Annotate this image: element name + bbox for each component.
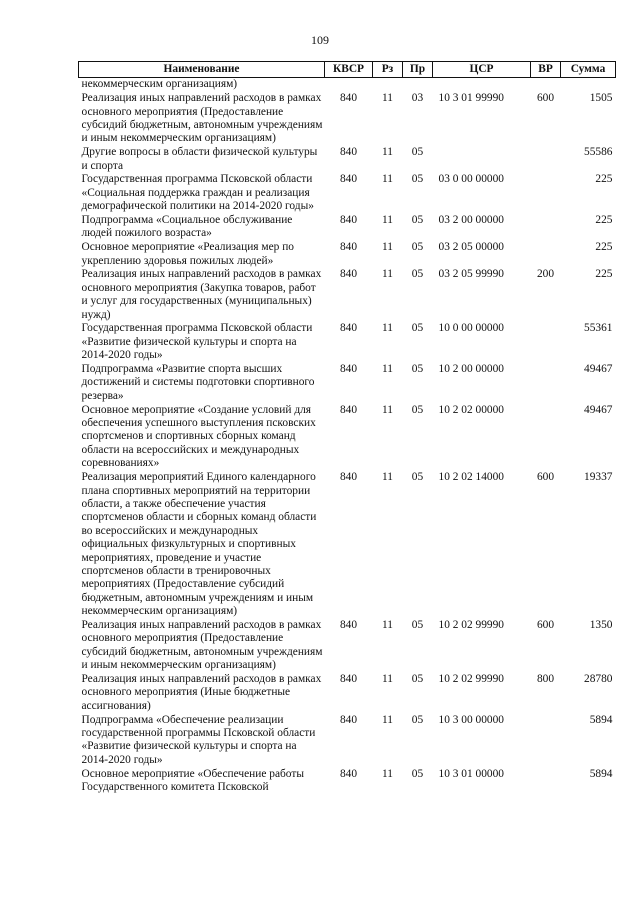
table-row (79, 714, 616, 768)
row-kvsr: 840 (339, 403, 358, 416)
row-csr: 03 2 00 00000 (438, 214, 504, 227)
row-name: Подпрограмма «Социальное обслуживание людей пожилого возраста» (81, 214, 293, 240)
row-vr: 200 (536, 268, 555, 281)
row-kvsr: 840 (339, 146, 358, 159)
header-pr: Пр (403, 62, 433, 78)
table-row (79, 673, 616, 714)
row-csr: 03 2 05 00000 (438, 241, 504, 254)
row-kvsr: 840 (339, 214, 358, 227)
row-sum: 1505 (589, 92, 613, 105)
table-row (79, 146, 616, 173)
row-vr (531, 214, 561, 241)
row-name: Подпрограмма «Развитие спорта высших достижений и системы подготовки спортивного резерва» (81, 363, 315, 402)
row-vr (531, 363, 561, 404)
row-name: Подпрограмма «Обеспечение реализации государственной программы Псковской области «Развитие физической культуры и спорта на 2014-2020 годы» (81, 713, 316, 766)
row-pr: 05 (411, 713, 424, 726)
row-name: Реализация иных направлений расходов в рамках основного мероприятия (Закупка товаров, работ и услуг для государственных (муниципальных) нужд) (81, 268, 322, 321)
row-rz: 11 (382, 268, 393, 281)
row-name: Основное мероприятие «Реализация мер по укреплению здоровья пожилых людей» (81, 241, 294, 267)
row-kvsr: 840 (339, 92, 358, 105)
row-name: Другие вопросы в области физической культуры и спорта (81, 146, 318, 172)
row-sum: 1350 (589, 618, 613, 631)
row-name: Реализация мероприятий Единого календарного плана спортивных мероприятий на территории области, а также обеспечение участия спортсменов области и сборных команд области во всероссийских и международных официальных физкультурных и спортивных мероприятиях, проведение и участие спортсменов области в тренировочных мероприятиях (Предоставление субсидий бюджетным, автономным учреждениям и иным некоммерческим организациям) (81, 471, 317, 618)
row-name: Основное мероприятие «Обеспечение работы Государственного комитета Псковской (81, 767, 304, 793)
table-row (79, 471, 616, 619)
row-pr: 05 (411, 618, 424, 631)
table-row (79, 268, 616, 322)
row-name: Реализация иных направлений расходов в рамках основного мероприятия (Предоставление субсидий бюджетным, автономным учреждениям и иным некоммерческим организациям) (81, 618, 323, 672)
row-pr: 05 (411, 767, 424, 780)
row-rz: 11 (382, 713, 393, 726)
row-rz: 11 (382, 92, 393, 105)
header-csr: ЦСР (433, 62, 531, 78)
row-sum: 5894 (589, 767, 613, 780)
row-csr: 10 3 01 00000 (438, 767, 504, 780)
row-vr: 800 (536, 672, 555, 685)
page-number: 109 (311, 33, 329, 47)
row-pr: 05 (411, 241, 424, 254)
row-kvsr: 840 (339, 241, 358, 254)
row-csr: 03 0 00 00000 (438, 173, 504, 186)
row-sum: 49467 (584, 403, 613, 416)
row-rz: 11 (382, 241, 393, 254)
row-sum (561, 78, 616, 92)
row-kvsr (325, 78, 373, 92)
row-name: Основное мероприятие «Создание условий для обеспечения успешного выступления псковских спортсменов и спортивных сборных команд области на всероссийских и международных соревнованиях» (81, 403, 316, 470)
row-rz: 11 (382, 146, 393, 159)
row-csr: 10 2 02 00000 (438, 403, 504, 416)
row-rz: 11 (382, 322, 393, 335)
row-rz: 11 (382, 214, 393, 227)
row-pr: 05 (411, 471, 424, 484)
row-kvsr: 840 (339, 713, 358, 726)
table-row (79, 92, 616, 146)
row-kvsr: 840 (339, 363, 358, 376)
row-pr: 05 (411, 173, 424, 186)
row-vr (531, 714, 561, 768)
row-kvsr: 840 (339, 767, 358, 780)
table-row (79, 768, 616, 795)
table-row (79, 214, 616, 241)
row-csr (433, 78, 531, 92)
row-kvsr: 840 (339, 322, 358, 335)
row-sum: 49467 (584, 363, 613, 376)
row-sum: 225 (595, 241, 613, 254)
row-rz: 11 (382, 672, 393, 685)
row-pr (403, 78, 433, 92)
row-pr: 05 (411, 146, 424, 159)
row-kvsr: 840 (339, 173, 358, 186)
row-vr (531, 241, 561, 268)
row-rz (373, 78, 403, 92)
row-name: Государственная программа Псковской области «Развитие физической культуры и спорта на 2014-2020 годы» (81, 322, 313, 362)
row-rz: 11 (382, 363, 393, 376)
row-vr (531, 404, 561, 471)
row-pr: 05 (411, 672, 424, 685)
row-sum: 225 (595, 214, 613, 227)
row-kvsr: 840 (339, 618, 358, 631)
row-rz: 11 (382, 403, 393, 416)
row-csr: 10 2 02 99990 (438, 618, 504, 631)
row-vr (531, 322, 561, 363)
row-vr (531, 768, 561, 795)
row-csr: 10 2 00 00000 (438, 363, 504, 376)
row-pr: 05 (411, 322, 424, 335)
row-sum: 55586 (584, 146, 613, 159)
header-kvsr: КВСР (325, 62, 373, 78)
header-vr: ВР (531, 62, 561, 78)
row-vr (531, 173, 561, 214)
table-row (79, 173, 616, 214)
header-rz: Рз (373, 62, 403, 78)
row-sum: 225 (595, 268, 613, 281)
row-rz: 11 (382, 471, 393, 484)
row-sum: 19337 (584, 471, 613, 484)
header-sum: Сумма (561, 62, 616, 78)
row-sum: 28780 (584, 672, 613, 685)
row-name: Реализация иных направлений расходов в рамках основного мероприятия (Иные бюджетные ассигнования) (81, 672, 322, 712)
table-row (79, 363, 616, 404)
row-kvsr: 840 (339, 471, 358, 484)
row-vr (531, 146, 561, 173)
row-name: Государственная программа Псковской области «Социальная поддержка граждан и реализация демографической политики на 2014-2020 годы» (81, 173, 314, 213)
row-csr: 10 3 00 00000 (438, 713, 504, 726)
header-name: Наименование (79, 62, 325, 78)
row-vr: 600 (536, 92, 555, 105)
row-kvsr: 840 (339, 268, 358, 281)
row-pr: 05 (411, 268, 424, 281)
row-csr: 03 2 05 99990 (438, 268, 504, 281)
row-pr: 03 (411, 92, 424, 105)
row-csr: 10 3 01 99990 (438, 92, 504, 105)
table-row (79, 241, 616, 268)
row-kvsr: 840 (339, 672, 358, 685)
table-header-row (79, 62, 616, 78)
row-csr: 10 0 00 00000 (438, 322, 504, 335)
row-sum: 5894 (589, 713, 613, 726)
row-csr (433, 146, 531, 173)
budget-table (78, 61, 616, 795)
row-vr: 600 (536, 618, 555, 631)
row-pr: 05 (411, 403, 424, 416)
table-row (79, 404, 616, 471)
row-sum: 55361 (584, 322, 613, 335)
row-csr: 10 2 02 99990 (438, 672, 504, 685)
table-row (79, 78, 616, 92)
table-row (79, 322, 616, 363)
row-name: Реализация иных направлений расходов в рамках основного мероприятия (Предоставление субсидий бюджетным, автономным учреждениям и иным некоммерческим организациям) (81, 92, 323, 145)
row-vr: 600 (536, 471, 555, 484)
row-pr: 05 (411, 363, 424, 376)
table-row (79, 619, 616, 673)
row-name: некоммерческим организациям) (81, 78, 238, 91)
row-pr: 05 (411, 214, 424, 227)
row-sum: 225 (595, 173, 613, 186)
row-rz: 11 (382, 618, 393, 631)
row-vr (531, 78, 561, 92)
row-csr: 10 2 02 14000 (438, 471, 504, 484)
row-rz: 11 (382, 767, 393, 780)
row-rz: 11 (382, 173, 393, 186)
